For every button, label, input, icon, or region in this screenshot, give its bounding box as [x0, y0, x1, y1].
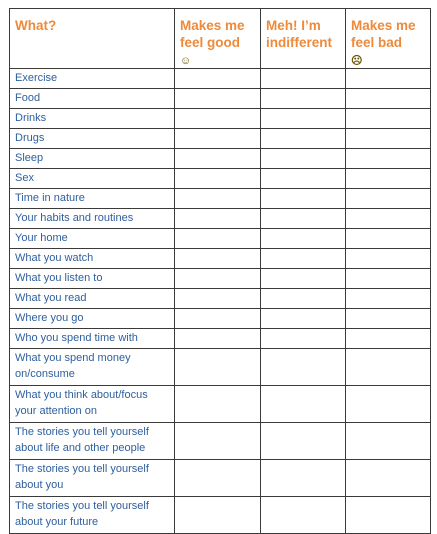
indifferent-cell[interactable]: [261, 423, 346, 460]
indifferent-cell[interactable]: [261, 460, 346, 497]
feel-good-cell[interactable]: [175, 423, 261, 460]
row-label: Where you go: [10, 309, 175, 329]
indifferent-cell[interactable]: [261, 269, 346, 289]
header-what-text: What?: [15, 18, 57, 33]
feel-bad-cell[interactable]: [346, 423, 431, 460]
row-label: Who you spend time with: [10, 329, 175, 349]
table-row: [10, 89, 431, 109]
table-row: [10, 229, 431, 249]
feel-good-cell[interactable]: [175, 109, 261, 129]
row-label: Time in nature: [10, 189, 175, 209]
row-label: Drinks: [10, 109, 175, 129]
feel-good-cell[interactable]: [175, 129, 261, 149]
feel-bad-cell[interactable]: [346, 109, 431, 129]
table-row: [10, 497, 431, 534]
table-body: [10, 69, 431, 534]
table-row: [10, 189, 431, 209]
feel-good-cell[interactable]: [175, 229, 261, 249]
indifferent-cell[interactable]: [261, 129, 346, 149]
header-feel-good-text: Makes me feel good: [180, 18, 245, 50]
feel-good-cell[interactable]: [175, 249, 261, 269]
indifferent-cell[interactable]: [261, 209, 346, 229]
header-feel-bad: [346, 9, 431, 69]
feel-good-cell[interactable]: [175, 69, 261, 89]
row-label: What you think about/focus your attention on: [10, 386, 175, 423]
table-row: [10, 460, 431, 497]
table-row: [10, 249, 431, 269]
table-row: [10, 149, 431, 169]
indifferent-cell[interactable]: [261, 169, 346, 189]
indifferent-cell[interactable]: [261, 89, 346, 109]
feel-bad-cell[interactable]: [346, 209, 431, 229]
table-row: [10, 109, 431, 129]
indifferent-cell[interactable]: [261, 149, 346, 169]
feel-bad-cell[interactable]: [346, 497, 431, 534]
feel-bad-cell[interactable]: [346, 460, 431, 497]
feel-good-cell[interactable]: [175, 460, 261, 497]
indifferent-cell[interactable]: [261, 329, 346, 349]
feel-bad-cell[interactable]: [346, 386, 431, 423]
indifferent-cell[interactable]: [261, 386, 346, 423]
feel-good-cell[interactable]: [175, 309, 261, 329]
table-row: [10, 329, 431, 349]
table-row: [10, 423, 431, 460]
row-label: The stories you tell yourself about life and other people: [10, 423, 175, 460]
feel-good-cell[interactable]: [175, 189, 261, 209]
table-row: [10, 386, 431, 423]
feel-bad-cell[interactable]: [346, 169, 431, 189]
feel-good-cell[interactable]: [175, 169, 261, 189]
feel-good-cell[interactable]: [175, 289, 261, 309]
row-label: Exercise: [10, 69, 175, 89]
feel-good-cell[interactable]: [175, 89, 261, 109]
feel-bad-cell[interactable]: [346, 229, 431, 249]
table-row: [10, 289, 431, 309]
table-row: [10, 269, 431, 289]
feel-bad-cell[interactable]: [346, 329, 431, 349]
feel-good-cell[interactable]: [175, 209, 261, 229]
smiley-icon: ☺: [180, 55, 192, 67]
table-row: [10, 349, 431, 386]
feelings-table: [9, 8, 431, 534]
row-label: Your home: [10, 229, 175, 249]
feel-bad-cell[interactable]: [346, 129, 431, 149]
feel-good-cell[interactable]: [175, 149, 261, 169]
row-label: Your habits and routines: [10, 209, 175, 229]
indifferent-cell[interactable]: [261, 289, 346, 309]
table-row: [10, 69, 431, 89]
frown-icon: ☹: [351, 55, 363, 67]
indifferent-cell[interactable]: [261, 497, 346, 534]
feel-bad-cell[interactable]: [346, 289, 431, 309]
feel-bad-cell[interactable]: [346, 89, 431, 109]
row-label: Drugs: [10, 129, 175, 149]
header-row: [10, 9, 431, 69]
feel-bad-cell[interactable]: [346, 269, 431, 289]
indifferent-cell[interactable]: [261, 309, 346, 329]
row-label: What you read: [10, 289, 175, 309]
row-label: What you spend money on/consume: [10, 349, 175, 386]
feel-good-cell[interactable]: [175, 349, 261, 386]
indifferent-cell[interactable]: [261, 109, 346, 129]
row-label: The stories you tell yourself about your future: [10, 497, 175, 534]
feel-good-cell[interactable]: [175, 497, 261, 534]
row-label: Food: [10, 89, 175, 109]
feel-bad-cell[interactable]: [346, 249, 431, 269]
table-row: [10, 209, 431, 229]
row-label: What you listen to: [10, 269, 175, 289]
feel-good-cell[interactable]: [175, 269, 261, 289]
header-what: [10, 9, 175, 69]
indifferent-cell[interactable]: [261, 349, 346, 386]
feel-bad-cell[interactable]: [346, 189, 431, 209]
header-feel-bad-text: Makes me feel bad: [351, 18, 416, 50]
indifferent-cell[interactable]: [261, 229, 346, 249]
row-label: What you watch: [10, 249, 175, 269]
feel-bad-cell[interactable]: [346, 149, 431, 169]
indifferent-cell[interactable]: [261, 249, 346, 269]
row-label: The stories you tell yourself about you: [10, 460, 175, 497]
table-row: [10, 129, 431, 149]
indifferent-cell[interactable]: [261, 69, 346, 89]
row-label: Sleep: [10, 149, 175, 169]
feel-good-cell[interactable]: [175, 386, 261, 423]
feel-good-cell[interactable]: [175, 329, 261, 349]
feel-bad-cell[interactable]: [346, 69, 431, 89]
header-indifferent-text: Meh! I’m indifferent: [266, 18, 332, 50]
header-indifferent: [261, 9, 346, 69]
row-label: Sex: [10, 169, 175, 189]
table-row: [10, 169, 431, 189]
indifferent-cell[interactable]: [261, 189, 346, 209]
feel-bad-cell[interactable]: [346, 309, 431, 329]
feel-bad-cell[interactable]: [346, 349, 431, 386]
header-feel-good: [175, 9, 261, 69]
table-row: [10, 309, 431, 329]
